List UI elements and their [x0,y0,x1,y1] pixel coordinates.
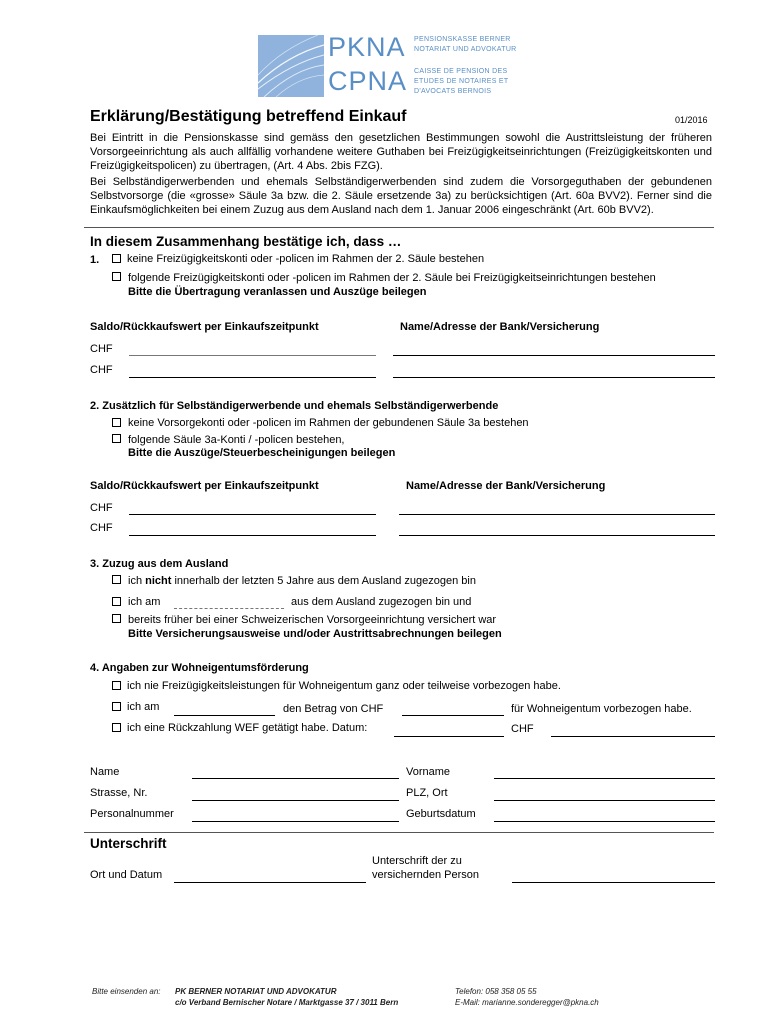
s3-heading: 3. Zuzug aus dem Ausland [90,558,229,570]
signature-label-1: Unterschrift der zu [372,855,462,867]
divider [84,227,714,228]
s2-heading: 2. Zusätzlich für Selbständigerwerbende und ehemals Selbständigerwerbende [90,400,499,412]
s1-bank-2-field[interactable] [393,377,715,378]
geburtsdatum-field[interactable] [494,821,715,822]
personalnummer-field[interactable] [192,821,399,822]
s4-checkbox-2[interactable] [112,702,121,711]
s2-checkbox-1[interactable] [112,418,121,427]
intro-paragraph-1: Bei Eintritt in die Pensionskasse sind gemäss den gesetzlichen Bestimmungen sowohl die Austrittsleistung der früheren Vorsorgeeinrichtung als auch allfällig vorhandene weitere Guthaben bei Freizügigkeitseinrichtungen (Freizügigkeitskonten und Freizügigkeitspolicen) zu übertragen, (Art. 4 Abs. 2bis FZG). [90,132,712,172]
version-label: 01/2016 [675,115,708,125]
s3-option-1-post: innerhalb der letzten 5 Jahre aus dem Ausland zugezogen bin [171,575,476,587]
name-field[interactable] [192,778,399,779]
s3-checkbox-1[interactable] [112,575,121,584]
strasse-field[interactable] [192,800,399,801]
logo-graphic [258,35,324,97]
label-vorname: Vorname [406,766,451,778]
s4-option-2-pre: ich am [127,701,160,713]
section-heading: In diesem Zusammenhang bestätige ich, dass … [90,234,402,249]
s3-option-2-post: aus dem Ausland zugezogen bin und [291,596,472,608]
s4-repay-date-field[interactable] [394,736,504,737]
s2-chf-1: CHF [90,502,113,514]
logo-abbr-bottom: CPNA [328,66,408,96]
s4-option-1: ich nie Freizügigkeitsleistungen für Wohneigentum ganz oder teilweise vorbezogen habe. [127,680,561,692]
s3-option-3: bereits früher bei einer Schweizerischen Vorsorgeeinrichtung versichert war [128,614,497,626]
s1-note: Bitte die Übertragung veranlassen und Auszüge beilegen [128,286,427,298]
s1-col-bank: Name/Adresse der Bank/Versicherung [400,321,600,333]
s4-amount-field[interactable] [402,715,504,716]
s1-number: 1. [90,254,100,266]
s3-date-field[interactable] [174,608,284,609]
s1-option-2: folgende Freizügigkeitskonti oder -policen im Rahmen der 2. Säule bei Freizügigkeitseinrichtungen bestehen [128,272,656,284]
s3-checkbox-2[interactable] [112,597,121,606]
s4-checkbox-3[interactable] [112,723,121,732]
plz-field[interactable] [494,800,715,801]
s4-option-2-mid: den Betrag von CHF [283,703,384,715]
footer-org-1: PK BERNER NOTARIAT UND ADVOKATUR [175,987,337,996]
logo-fr-line2: ETUDES DE NOTAIRES ET [414,78,509,85]
logo-fr-line3: D'AVOCATS BERNOIS [414,88,492,95]
label-geburtsdatum: Geburtsdatum [406,808,476,820]
s3-option-1-pre: ich [128,575,146,587]
s2-bank-2-field[interactable] [399,535,715,536]
signature-field[interactable] [512,882,715,883]
label-plz: PLZ, Ort [406,787,448,799]
s2-checkbox-2[interactable] [112,434,121,443]
vorname-field[interactable] [494,778,715,779]
s1-checkbox-2[interactable] [112,272,121,281]
s2-col-bank: Name/Adresse der Bank/Versicherung [406,480,606,492]
s4-date-field[interactable] [174,715,275,716]
s4-option-3-chf: CHF [511,723,534,735]
s3-option-2-pre: ich am [128,596,161,608]
s3-option-1 [128,574,476,588]
s1-amount-1-field[interactable] [129,355,376,356]
s1-chf-2: CHF [90,364,113,376]
page-title: Erklärung/Bestätigung betreffend Einkauf [90,108,407,125]
s2-bank-1-field[interactable] [399,514,715,515]
logo-abbr-top: PKNA [328,32,406,62]
s1-amount-2-field[interactable] [129,377,376,378]
s2-option-2: folgende Säule 3a-Konti / -policen bestehen, [128,434,345,446]
label-strasse: Strasse, Nr. [90,787,148,799]
s3-note: Bitte Versicherungsausweise und/oder Austrittsabrechnungen beilegen [128,628,502,640]
divider-signature [84,832,714,833]
s1-col-saldo: Saldo/Rückkaufswert per Einkaufszeitpunkt [90,321,319,333]
label-name: Name [90,766,120,778]
s2-chf-2: CHF [90,522,113,534]
s2-option-1: keine Vorsorgekonti oder -policen im Rahmen der gebundenen Säule 3a bestehen [128,417,529,429]
signature-label-2: versichernden Person [372,869,480,881]
footer-send-to: Bitte einsenden an: [92,987,161,996]
s1-option-1: keine Freizügigkeitskonti oder -policen im Rahmen der 2. Säule bestehen [127,253,485,265]
footer-org-2: c/o Verband Bernischer Notare / Marktgasse 37 / 3011 Bern [175,998,399,1007]
footer-phone: Telefon: 058 358 05 55 [455,987,537,996]
s4-repay-amount-field[interactable] [551,736,715,737]
s4-option-3: ich eine Rückzahlung WEF getätigt habe. Datum: [127,722,368,734]
ort-datum-field[interactable] [174,882,366,883]
logo-de-line1: PENSIONSKASSE BERNER [414,36,511,43]
s3-option-1-bold: nicht [145,575,172,587]
s2-amount-1-field[interactable] [129,514,376,515]
s1-bank-1-field[interactable] [393,355,715,356]
s1-checkbox-1[interactable] [112,254,121,263]
s2-amount-2-field[interactable] [129,535,376,536]
logo-de-line2: NOTARIAT UND ADVOKATUR [414,46,517,53]
s3-checkbox-3[interactable] [112,614,121,623]
label-personalnummer: Personalnummer [90,808,174,820]
label-ort-datum: Ort und Datum [90,869,163,881]
s4-heading: 4. Angaben zur Wohneigentumsförderung [90,662,309,674]
s4-checkbox-1[interactable] [112,681,121,690]
logo [258,34,518,100]
s2-note: Bitte die Auszüge/Steuerbescheinigungen beilegen [128,447,396,459]
s4-option-2-post: für Wohneigentum vorbezogen habe. [511,703,692,715]
logo-fr-line1: CAISSE DE PENSION DES [414,68,508,75]
intro-paragraph-2: Bei Selbständigerwerbenden und ehemals Selbständigerwerbenden sind zudem die Vorsorgeguthaben der gebundenen Selbstvorsorge (die «grosse» Säule 3a bzw. die 2. Säule ersetzende 3a) zu berücksichtigen (Art. 60a BVV2). Ferner sind die Einkaufsmöglichkeiten bei einem Zuzug aus dem Ausland nach dem 1. Januar 2006 eingeschränkt (Art. 60b BVV2). [90,176,712,216]
signature-heading: Unterschrift [90,836,167,851]
footer-email: E-Mail: marianne.sonderegger@pkna.ch [455,998,599,1007]
s2-col-saldo: Saldo/Rückkaufswert per Einkaufszeitpunkt [90,480,319,492]
s1-chf-1: CHF [90,343,113,355]
